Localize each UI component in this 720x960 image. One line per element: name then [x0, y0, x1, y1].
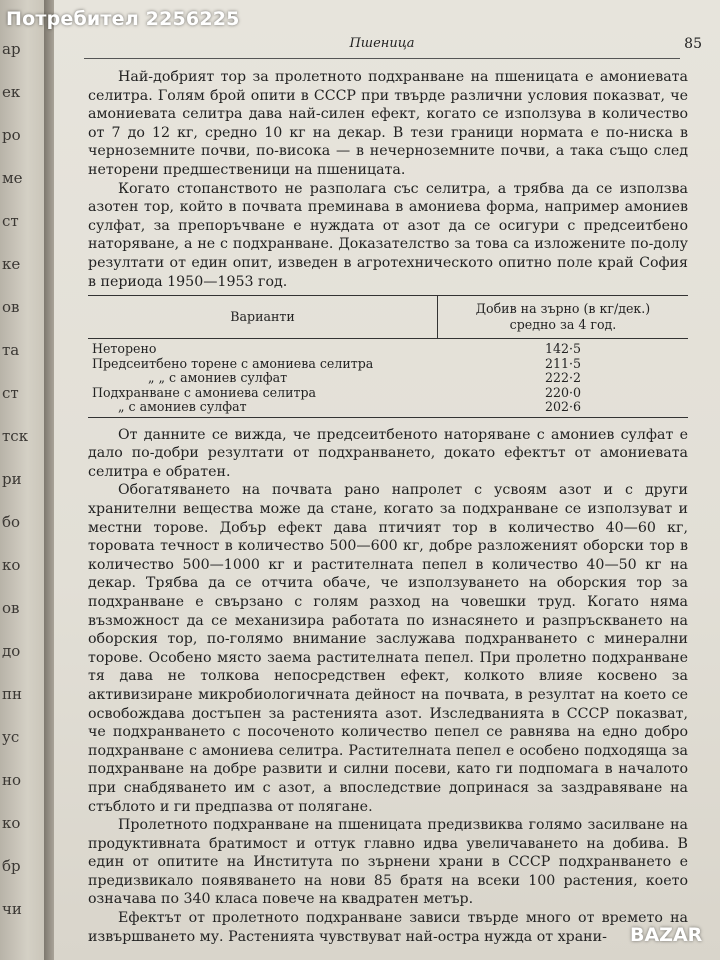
table-row — [88, 357, 688, 372]
left-page-fragment: та — [2, 341, 20, 359]
results-table — [88, 295, 688, 418]
left-page-fragment: пн — [2, 685, 22, 703]
page-number: 85 — [684, 36, 702, 52]
table-cell-variant: „ с амониев сулфат — [118, 399, 247, 415]
left-page-fragment: ов — [2, 599, 20, 617]
table-row — [88, 400, 688, 415]
paragraph: От данните се вижда, че предсеитбеното наторяване с амониев сулфат е дало по-добри резултати от подхранването, докато ефектът от амониевата селитра е обратен. — [88, 426, 688, 480]
table-header — [88, 296, 688, 339]
table-cell-variant: Неторено — [92, 341, 157, 357]
left-page-fragment: ус — [2, 728, 20, 746]
left-page-fragment: ст — [2, 384, 19, 402]
table-row — [88, 386, 688, 401]
left-page-fragment: ке — [2, 255, 21, 273]
table-cell-yield: 220·0 — [544, 384, 582, 400]
left-page-fragment: до — [2, 642, 21, 660]
left-page-fragment: ме — [2, 169, 23, 187]
paragraph: Ефектът от пролетното подхранване зависи твърде много от времето на извършването му. Растенията чувствуват най-остра нужда от храни- — [88, 910, 688, 945]
left-page-fragment: бо — [2, 513, 21, 531]
table-row — [88, 371, 688, 386]
left-page-fragment: тск — [2, 427, 29, 445]
left-page-fragment: ек — [2, 83, 21, 101]
book-page — [54, 0, 720, 960]
table-cell-variant: Предсеитбено торене с амониева селитра — [92, 355, 374, 371]
left-page-fragment: ар — [2, 40, 21, 58]
left-page-fragment: ри — [2, 470, 22, 488]
table-row — [88, 342, 688, 357]
left-page-fragment: ст — [2, 212, 19, 230]
left-page-fragment: ов — [2, 298, 20, 316]
table-header-variants: Варианти — [88, 296, 438, 338]
table-header-yield-line1: Добив на зърно (в кг/дек.) — [475, 301, 651, 317]
paragraph: Обогатяването на почвата рано напролет с усвоям азот и с други хранителни вещества може да стане, когато за подхранване се използуват и местни торове. Добър ефект дава птичият тор в количество 40—60 кг, торовата течност в количество 500—600 кг, добре разложеният оборски тор в количество 500—1000 кг и растителната пепел в количество 40—50 кг на декар. Трябва да се отчита обаче, че използуването на оборския тор за подхранване е свързано с голям разход на човешки труд. Когато няма възможност да се механизира работата по изнасянето и разпръскването на оборския тор, по-голямо внимание заслужава подхранването с минерални торове. Особено място заема растителната пепел. При пролетно подхранване тя дава не толкова непосредствен ефект, колкото влияе косвено за активизиране микробиологичната дейност на почвата, в резултат на което се освобождава достъпен за растенията азот. Изследванията в СССР показват, че подхранването с посоченото количество пепел се равнява на едно добро подхранване с амониева селитра. Растителната пепел е особено подходяща за подхранване на добре развити и силни посеви, като ги подпомага в началото при снабдяването им с азот, а впоследствие допринася за заздравяване на стъблото и ги предпазва от полягане. — [88, 482, 688, 815]
running-head — [84, 36, 702, 59]
left-page-fragment: ро — [2, 126, 21, 144]
left-page-fragment: чи — [2, 900, 22, 918]
table-cell-yield: 222·2 — [544, 370, 582, 386]
table-header-yield — [438, 301, 688, 333]
left-page-edge — [0, 0, 46, 960]
left-page-fragment: ко — [2, 814, 21, 832]
running-head-title: Пшеница — [349, 36, 415, 51]
paragraph: Когато стопанството не разполага със селитра, а трябва да се използва азотен тор, който в почвата преминава в амониева форма, например амониев сулфат, за препоръчване е нуждата от азот да се осигури с предсеитбено наторяване, а не с подхранване. Доказателство за това са изложените по-долу резултати от един опит, изведен в агротехническото опитно поле край София в периода 1950—1953 год. — [88, 180, 688, 290]
bazar-logo: BAZAR — [630, 924, 703, 946]
left-page-fragment: бр — [2, 857, 21, 875]
table-cell-variant: Подхранване с амониева селитра — [92, 384, 317, 400]
book-gutter — [44, 0, 54, 960]
left-page-fragment: но — [2, 771, 22, 789]
table-cell-yield: 202·6 — [544, 399, 582, 415]
table-header-yield-line2: средно за 4 год. — [509, 317, 617, 333]
left-page-fragment: ко — [2, 556, 21, 574]
body-text — [88, 68, 688, 946]
paragraph: Пролетното подхранване на пшеницата предизвиква голямо засилване на продуктивната братимост и оттук главно идва увеличаването на добива. В един от опитите на Института по зърнени храни в СССР подхранването е предизвикало появяването на нови 85 братя на всеки 100 растения, което означава по 340 класа повече на квадратен метър. — [88, 817, 688, 908]
seller-watermark: Потребител 2256225 — [6, 8, 240, 30]
table-cell-yield: 142·5 — [544, 341, 582, 357]
table-cell-variant: „ „ с амониев сулфат — [148, 370, 288, 386]
table-cell-yield: 211·5 — [544, 355, 582, 371]
paragraph: Най-добрият тор за пролетното подхранване на пшеницата е амониевата селитра. Голям брой опити в СССР при твърде различни условия показват, че амониевата селитра дава най-силен ефект, когато се използува в количество от 7 до 12 кг, средно 10 кг на декар. В тези граници нормата е по-ниска в черноземните почви, по-висока — в нечерноземните почви, а така също след неторени предшественици на пшеницата. — [88, 69, 688, 178]
